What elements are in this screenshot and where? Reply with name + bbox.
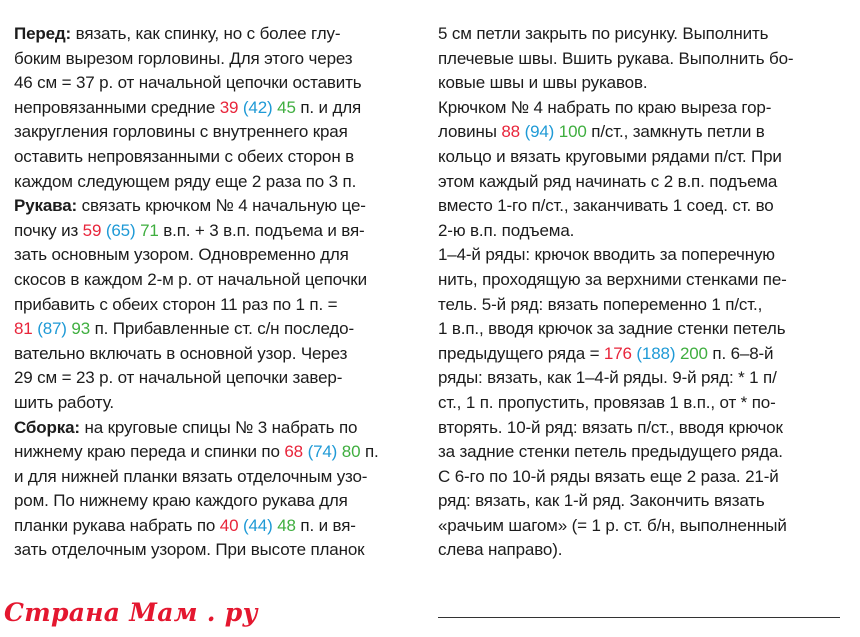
text-line: вательно включать в основной узор. Через (14, 343, 348, 363)
rows-paragraph (438, 243, 840, 563)
text-line: зать отделочным узором. При высоте планок (14, 540, 365, 560)
text-line: 1–4-й ряды: крючок вводить за поперечную (438, 245, 775, 265)
size-value-2: (87) (37, 319, 67, 339)
size-value-2: (188) (636, 343, 676, 363)
text-line: ряд: вязать, как 1-й ряд. Закончить вязать (438, 491, 765, 511)
size-value-3: 200 (679, 343, 708, 363)
text-line: п. (360, 442, 379, 462)
text-line: оставить непровязанными с обеих сторон в (14, 146, 355, 166)
size-value-1: 88 (501, 122, 520, 142)
text-line: ковые швы и швы рукавов. (438, 73, 648, 93)
text-line: п. 6–8-й (707, 343, 774, 363)
text-line: нить, проходящую за верхними стенками пе- (438, 269, 787, 289)
text-line: вязать, как спинку, но с более глу- (71, 24, 341, 43)
assembly-heading: Сборка: (14, 417, 80, 437)
text-line: ряды: вязать, как 1–4-й ряды. 9-й ряд: * 1 п/ (438, 368, 777, 388)
text-line: зать основным узором. Одновременно для (14, 245, 349, 265)
column-end-rule (438, 617, 840, 618)
size-value-1: 59 (82, 220, 102, 240)
text-line: п/ст., замкнуть петли в (586, 122, 765, 142)
text-line: п. и для (295, 97, 362, 117)
sleeves-paragraph (14, 194, 414, 415)
text-line: скосов в каждом 2-м р. от начальной цепочки (14, 269, 367, 289)
size-value-1: 68 (284, 442, 303, 462)
size-value-2: (74) (307, 442, 338, 462)
text-line: «рачьим шагом» (= 1 р. ст. б/н, выполненный (438, 515, 787, 535)
text-line: непровязанными средние (14, 97, 220, 117)
text-line: кольцо и вязать круговыми рядами п/ст. При (438, 146, 782, 166)
text-line: предыдущего ряда = (438, 343, 604, 363)
text-line: С 6-го по 10-й ряды вязать еще 2 раза. 21-й (438, 466, 779, 486)
text-line: закругления горловины с внутреннего края (14, 122, 348, 142)
text-line: п. и вя- (295, 515, 356, 535)
text-line: на круговые спицы № 3 набрать по (79, 417, 358, 437)
text-line: и для нижней планки вязать отделочным узо- (14, 466, 368, 486)
front-paragraph (14, 22, 414, 194)
size-value-1: 176 (603, 343, 632, 363)
text-line: вторять. 10-й ряд: вязать п/ст., вводя крючок (438, 417, 783, 437)
text-line: в.п. + 3 в.п. подъема и вя- (158, 220, 365, 240)
text-line: тель. 5-й ряд: вязать попеременно 1 п/ст., (438, 294, 763, 314)
text-line: связать крючком № 4 начальную це- (77, 196, 366, 216)
size-value-3: 80 (341, 442, 361, 462)
size-value-2: (44) (242, 515, 273, 535)
text-line: 46 см = 37 р. от начальной цепочки оставить (14, 73, 362, 93)
size-value-2: (42) (242, 97, 273, 117)
text-line: этом каждый ряд начинать с 2 в.п. подъема (438, 171, 778, 191)
front-heading: Перед: (14, 24, 72, 43)
size-value-3: 93 (71, 319, 91, 339)
text-line: ст., 1 п. пропустить, провязав 1 в.п., от * по- (438, 392, 776, 412)
text-line: п. Прибавленные ст. с/н последо- (90, 319, 354, 339)
text-line: 1 в.п., вводя крючок за задние стенки петель (438, 319, 786, 339)
text-line: Крючком № 4 набрать по краю выреза гор- (438, 97, 772, 117)
size-value-1: 81 (14, 319, 33, 339)
right-column (438, 22, 840, 563)
text-line: боким вырезом горловины. Для этого через (14, 48, 353, 68)
size-value-3: 71 (140, 220, 159, 240)
text-line: нижнему краю переда и спинки по (14, 442, 285, 462)
text-line: ром. По нижнему краю каждого рукава для (14, 491, 348, 511)
text-line: 29 см = 23 р. от начальной цепочки завер- (14, 368, 343, 388)
text-line: каждом следующем ряду еще 2 раза по 3 п. (14, 171, 357, 191)
left-column (14, 22, 414, 563)
size-value-3: 45 (277, 97, 296, 117)
text-line: за задние стенки петель предыдущего ряда. (438, 442, 783, 462)
text-line: слева направо). (438, 540, 563, 560)
size-value-2: (94) (524, 122, 555, 142)
assembly-continued-paragraph (438, 22, 840, 96)
text-line: 5 см петли закрыть по рисунку. Выполнить (438, 24, 769, 43)
size-value-1: 39 (219, 97, 239, 117)
size-value-2: (65) (105, 220, 136, 240)
text-line: 2-ю в.п. подъема. (438, 220, 575, 240)
size-value-3: 48 (277, 515, 296, 535)
text-line: шить работу. (14, 392, 114, 412)
text-line: планки рукава набрать по (14, 515, 220, 535)
sleeves-heading: Рукава: (14, 196, 78, 216)
neckline-paragraph (438, 96, 840, 244)
size-value-1: 40 (219, 515, 239, 535)
text-line: плечевые швы. Вшить рукава. Выполнить бо- (438, 48, 794, 68)
size-value-3: 100 (558, 122, 587, 142)
assembly-paragraph (14, 416, 414, 564)
text-line: вместо 1-го п/ст., заканчивать 1 соед. ст. во (438, 196, 774, 216)
text-line: ловины (438, 122, 502, 142)
text-line: почку из (14, 220, 83, 240)
text-line: прибавить с обеих сторон 11 раз по 1 п. = (14, 294, 338, 314)
site-watermark: Страна Мам . ру (4, 598, 258, 627)
